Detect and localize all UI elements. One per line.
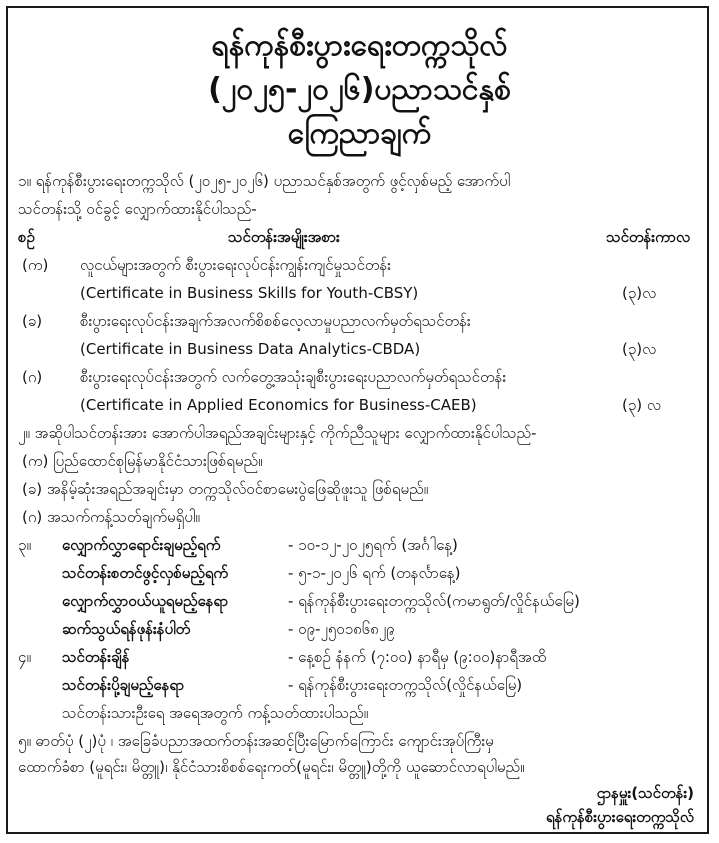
course-row-no: (ဂ) (22, 368, 43, 386)
course-row-no: (က) (22, 256, 49, 274)
para4-note: သင်တန်းသားဦးရေ အရေအတွက် ကန့်သတ်ထားပါသည်။ (62, 704, 369, 722)
info-label: သင်တန်းပို့ချမည့်နေရာ (62, 676, 185, 694)
header-announcement: ကြေညာချက် (287, 116, 432, 151)
course-row-name-en: (Certificate in Business Data Analytics-CBDA) (80, 340, 421, 358)
course-row-duration: (၃) လ (622, 396, 661, 414)
table-header-type: သင်တန်းအမျိုးအစား (228, 228, 340, 246)
info-label: လျှောက်လွှာရောင်းချမည့်ရက် (62, 536, 221, 554)
course-row-duration: (၃)လ (622, 284, 657, 302)
info-label: သင်တန်းချိန် (62, 648, 130, 666)
course-row-name-en: (Certificate in Applied Economics for Business-CAEB) (80, 396, 477, 414)
course-row-duration: (၃)လ (622, 340, 657, 358)
table-header-no: စဉ် (18, 228, 35, 246)
para1-line2: သင်တန်းသို့ ဝင်ခွင့် လျှောက်ထားနိုင်ပါသည်- (18, 200, 257, 218)
info-value: - ၀၉-၂၅၀၁၈၆၈၂၉ (288, 620, 395, 638)
signature-title: ဌာနမှူး(သင်တန်း) (596, 784, 694, 802)
para1-line1: ၁။ ရန်ကုန်စီးပွားရေးတက္ကသိုလ် (၂၀၂၅-၂၀၂၆) ပညာသင်နှစ်အတွက် ဖွင့်လှစ်မည့် အောက်ပါ (18, 172, 511, 190)
course-row-name-en: (Certificate in Business Skills for Youth-CBSY) (80, 284, 419, 302)
info-value: - ရန်ကုန်စီးပွားရေးတက္ကသိုလ်(ကမာရွတ်/လှိုင်နယ်မြေ) (288, 592, 580, 610)
info-label: ဆက်သွယ်ရန်ဖုန်းနံပါတ် (62, 620, 191, 638)
requirement-item: (က) ပြည်ထောင်စုမြန်မာနိုင်ငံသားဖြစ်ရမည်။ (22, 452, 263, 470)
para5-line2: ထောက်ခံစာ (မူရင်း၊ မိတ္တူ)၊ နိုင်ငံသားစိစစ်ရေးကတ်(မူရင်း၊ မိတ္တူ)တို့ကို ယူဆောင်လာရပါမည်။ (18, 758, 525, 776)
header-academic-year: (၂၀၂၅-၂၀၂၆)ပညာသင်နှစ် (208, 72, 511, 107)
requirement-item: (ခ) အနိမ့်ဆုံးအရည်အချင်းမှာ တက္ကသိုလ်ဝင်စာမေးပွဲဖြေဆိုဖူးသူ ဖြစ်ရမည်။ (22, 480, 429, 498)
info-value: - ၅-၁-၂၀၂၆ ရက် (တနင်္လာနေ့) (288, 564, 461, 582)
info-value: - ရန်ကုန်စီးပွားရေးတက္ကသိုလ်(လှိုင်နယ်မြေ) (288, 676, 523, 694)
course-row-name-my: စီးပွားရေးလုပ်ငန်းအတွက် လက်တွေ့အသုံးချစီးပွားရေးပညာလက်မှတ်ရသင်တန်း (80, 368, 507, 386)
para4-number: ၄။ (18, 648, 31, 666)
info-value: - နေ့စဉ် နံနက် (၇:၀၀) နာရီမှ (၉:၀၀)နာရီအထိ (288, 648, 547, 666)
para5-line1: ၅။ ဓာတ်ပုံ (၂)ပုံ ၊ အခြေခံပညာအထက်တန်းအဆင့်ပြီးမြောက်ကြောင်း ကျောင်းအုပ်ကြီးမှ (18, 732, 494, 750)
para3-number: ၃။ (18, 536, 31, 554)
signature-org: ရန်ကုန်စီးပွားရေးတက္ကသိုလ် (545, 808, 694, 826)
course-row-name-my: လူငယ်များအတွက် စီးပွားရေးလုပ်ငန်းကျွန်းကျင်မှုသင်တန်း (80, 256, 392, 274)
para2-intro: ၂။ အဆိုပါသင်တန်းအား အောက်ပါအရည်အချင်းများနှင့် ကိုက်ညီသူများ လျှောက်ထားနိုင်ပါသည်- (18, 424, 537, 442)
info-value: - ၁၀-၁၂-၂၀၂၅ရက် (အင်္ဂါနေ့) (288, 536, 458, 554)
info-label: လျှောက်လွှာဝယ်ယူရမည့်နေရာ (62, 592, 229, 610)
table-header-duration: သင်တန်းကာလ (606, 228, 690, 246)
header-title: ရန်ကုန်စီးပွားရေးတက္ကသိုလ် (211, 28, 508, 63)
requirement-item: (ဂ) အသက်ကန့်သတ်ချက်မရှိပါ။ (22, 508, 200, 526)
info-label: သင်တန်းစတင်ဖွင့်လှစ်မည့်ရက် (62, 564, 229, 582)
course-row-name-my: စီးပွားရေးလုပ်ငန်းအချက်အလက်စိစစ်လေ့လာမှုပညာလက်မှတ်ရသင်တန်း (80, 312, 471, 330)
course-row-no: (ခ) (22, 312, 43, 330)
